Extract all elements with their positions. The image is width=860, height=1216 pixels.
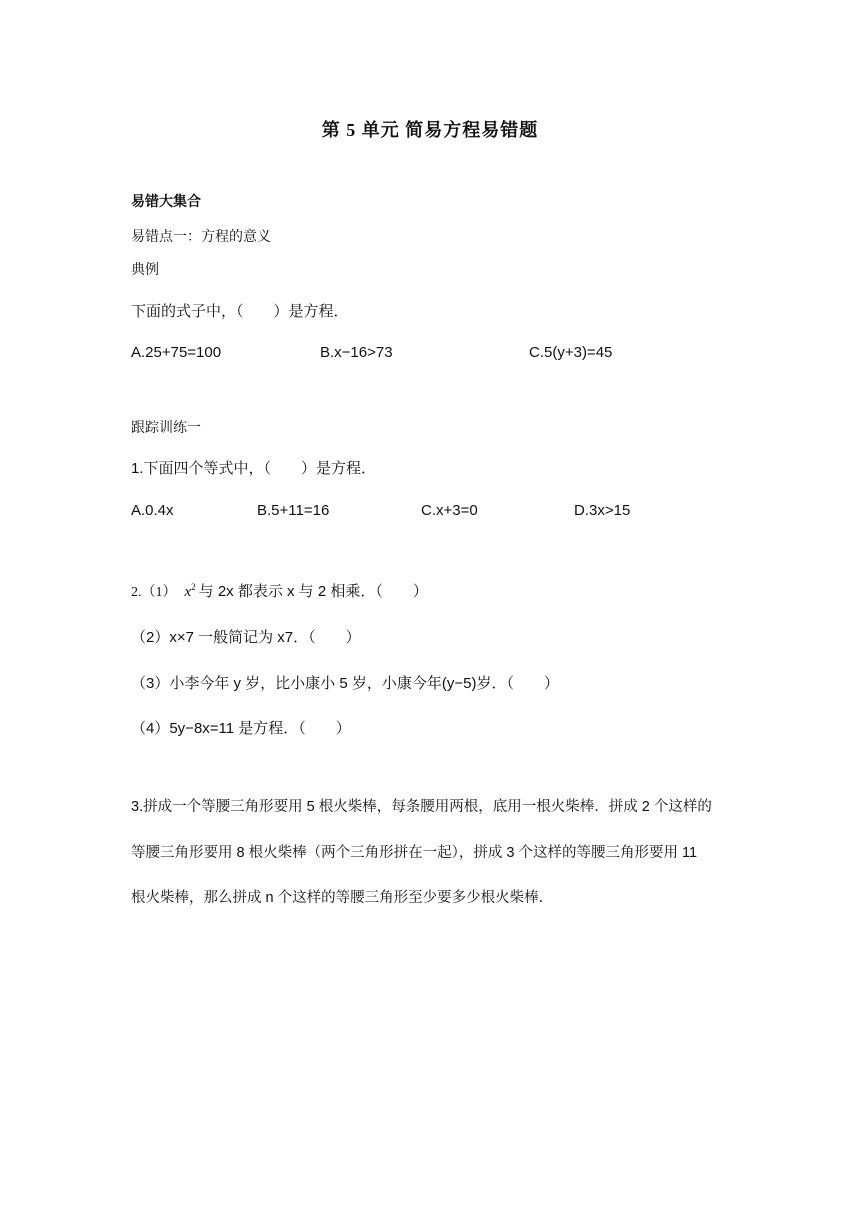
q3-line3: 根火柴棒，那么拼成 n 个这样的等腰三角形至少要多少根火柴棒． [131, 890, 554, 906]
practice-label: 跟踪训练一 [131, 421, 201, 436]
example-option-c: C.5(y+3)=45 [529, 344, 613, 361]
q2-part3: （3）小李今年 y 岁，比小康小 5 岁，小康今年(y−5)岁．（ ） [131, 675, 559, 692]
q2-part1-variable: x [184, 584, 192, 600]
q1-option-c: C.x+3=0 [421, 502, 478, 519]
q2-part1-text: 与 2x 都表示 x 与 2 相乘．（ ） [198, 583, 428, 600]
q1-option-d: D.3x>15 [574, 502, 631, 519]
example-option-a: A.25+75=100 [131, 344, 222, 361]
example-option-b: B.x−16>73 [320, 344, 393, 361]
q3-line2: 等腰三角形要用 8 根火柴棒（两个三角形拼在一起），拼成 3 个这样的等腰三角形要用 11 [131, 845, 698, 861]
q2-part1-exponent: 2 [191, 582, 196, 592]
q1-option-a: A.0.4x [131, 502, 174, 519]
q2-part4: （4）5y−8x=11 是方程．（ ） [131, 720, 351, 737]
q1-question: 1.下面四个等式中，（ ）是方程． [131, 460, 377, 477]
page-title: 第 5 单元 简易方程易错题 [321, 120, 539, 140]
example-question: 下面的式子中，（ ）是方程． [131, 303, 349, 320]
example-label: 典例 [131, 263, 159, 278]
q2-part2: （2）x×7 一般简记为 x7．（ ） [131, 629, 361, 646]
section-heading: 易错大集合 [131, 193, 201, 209]
q2-part1-prefix: 2.（1） [131, 585, 177, 600]
error-point-heading: 易错点一：方程的意义 [131, 230, 271, 245]
q2-part1 [131, 580, 428, 601]
q3-line1: 3.拼成一个等腰三角形要用 5 根火柴棒，每条腰用两根，底用一根火柴棒．拼成 2 个这样的 [131, 799, 712, 815]
q1-option-b: B.5+11=16 [257, 502, 330, 519]
